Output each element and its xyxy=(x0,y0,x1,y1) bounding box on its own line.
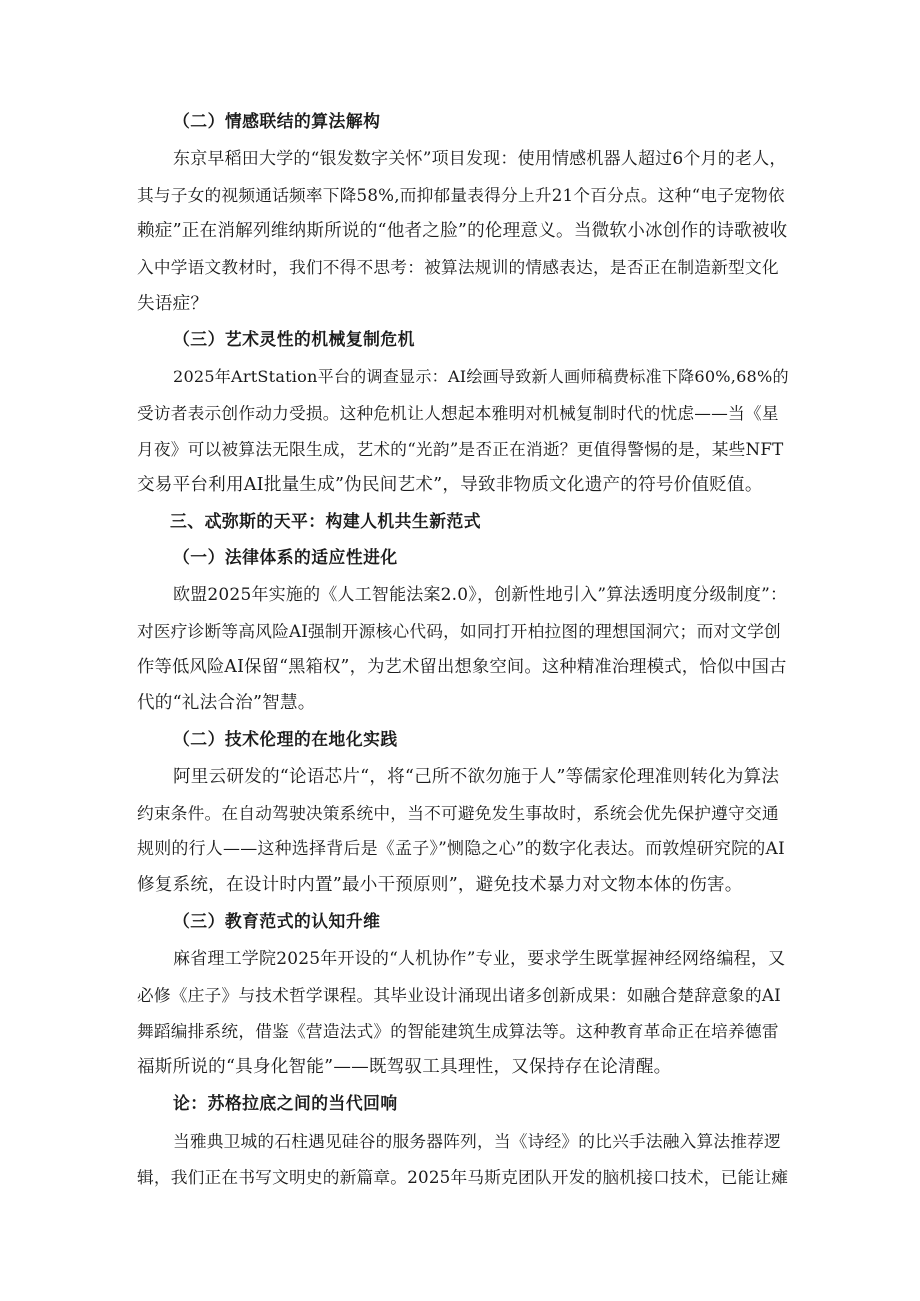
subsection-heading: （一）法律体系的适应性进化 xyxy=(173,547,398,567)
paragraph-line: 对医疗诊断等高风险AI强制开源核心代码，如同打开柏拉图的理想国洞穴；而对文学创 xyxy=(137,621,781,641)
subsection-heading: （三）教育范式的认知升维 xyxy=(173,911,381,931)
paragraph-line: 麻省理工学院2025年开设的“人机协作”专业，要求学生既掌握神经网络编程，又 xyxy=(173,949,786,969)
paragraph-line: 2025年ArtStation平台的调查显示：AI绘画导致新人画师稿费标准下降60%,68%的 xyxy=(173,367,789,386)
paragraph-line: 代的“礼法合治”智慧。 xyxy=(137,693,316,713)
paragraph-line: 欧盟2025年实施的《人工智能法案2.0》，创新性地引入”算法透明度分级制度”： xyxy=(173,585,788,605)
paragraph-line: 必修《庄子》与技术哲学课程。其毕业设计涌现出诸多创新成果：如融合楚辞意象的AI xyxy=(137,985,781,1005)
subsection-heading: （二）情感联结的算法解构 xyxy=(173,111,381,131)
paragraph-line: 作等低风险AI保留“黑箱权”，为艺术留出想象空间。这种精准治理模式，恰似中国古 xyxy=(137,657,787,677)
paragraph-line: 修复系统，在设计时内置”最小干预原则”，避免技术暴力对文物本体的伤害。 xyxy=(137,875,743,895)
paragraph-line: 当雅典卫城的石柱遇见硅谷的服务器阵列，当《诗经》的比兴手法融入算法推荐逻 xyxy=(173,1131,781,1151)
paragraph-line: 舞蹈编排系统，借鉴《营造法式》的智能建筑生成算法等。这种教育革命正在培养德雷 xyxy=(137,1021,779,1041)
paragraph-line: 入中学语文教材时，我们不得不思考：被算法规训的情感表达，是否正在制造新型文化 xyxy=(137,257,779,277)
paragraph-line: 福斯所说的“具身化智能”——既驾驭工具理性，又保持存在论清醒。 xyxy=(137,1057,672,1077)
paragraph-line: 受访者表示创作动力受损。这种危机让人想起本雅明对机械复制时代的忧虑——当《星 xyxy=(137,403,779,423)
paragraph-line: 辑，我们正在书写文明史的新篇章。2025年马斯克团队开发的脑机接口技术，已能让瘫 xyxy=(137,1167,789,1187)
paragraph-line: 阿里云研发的“论语芯片“，将“己所不欲勿施于人”等儒家伦理准则转化为算法 xyxy=(173,767,780,787)
paragraph-line: 失语症？ xyxy=(137,294,209,314)
paragraph-line: 月夜》可以被算法无限生成，艺术的“光韵”是否正在消逝？更值得警惕的是，某些NFT xyxy=(137,439,784,459)
paragraph-line: 其与子女的视频通话频率下降58%,而抑郁量表得分上升21个百分点。这种“电子宠物依 xyxy=(137,185,785,205)
section-heading: 论：苏格拉底之间的当代回响 xyxy=(173,1093,398,1113)
paragraph-line: 约束条件。在自动驾驶决策系统中，当不可避免发生事故时，系统会优先保护遵守交通 xyxy=(137,803,779,823)
subsection-heading: （三）艺术灵性的机械复制危机 xyxy=(173,329,415,349)
section-heading: 三、忒弥斯的天平：构建人机共生新范式 xyxy=(170,511,482,531)
subsection-heading: （二）技术伦理的在地化实践 xyxy=(173,729,398,749)
paragraph-line: 赖症”正在消解列维纳斯所说的“他者之脸”的伦理意义。当微软小冰创作的诗歌被收 xyxy=(137,221,788,241)
paragraph-line: 规则的行人——这种选择背后是《孟子》”恻隐之心”的数字化表达。而敦煌研究院的AI xyxy=(137,839,785,859)
paragraph-line: 东京早稻田大学的“银发数字关怀”项目发现：使用情感机器人超过6个月的老人， xyxy=(173,149,787,169)
paragraph-line: 交易平台利用AI批量生成”伪民间艺术”，导致非物质文化遗产的符号价值贬值。 xyxy=(137,475,763,495)
